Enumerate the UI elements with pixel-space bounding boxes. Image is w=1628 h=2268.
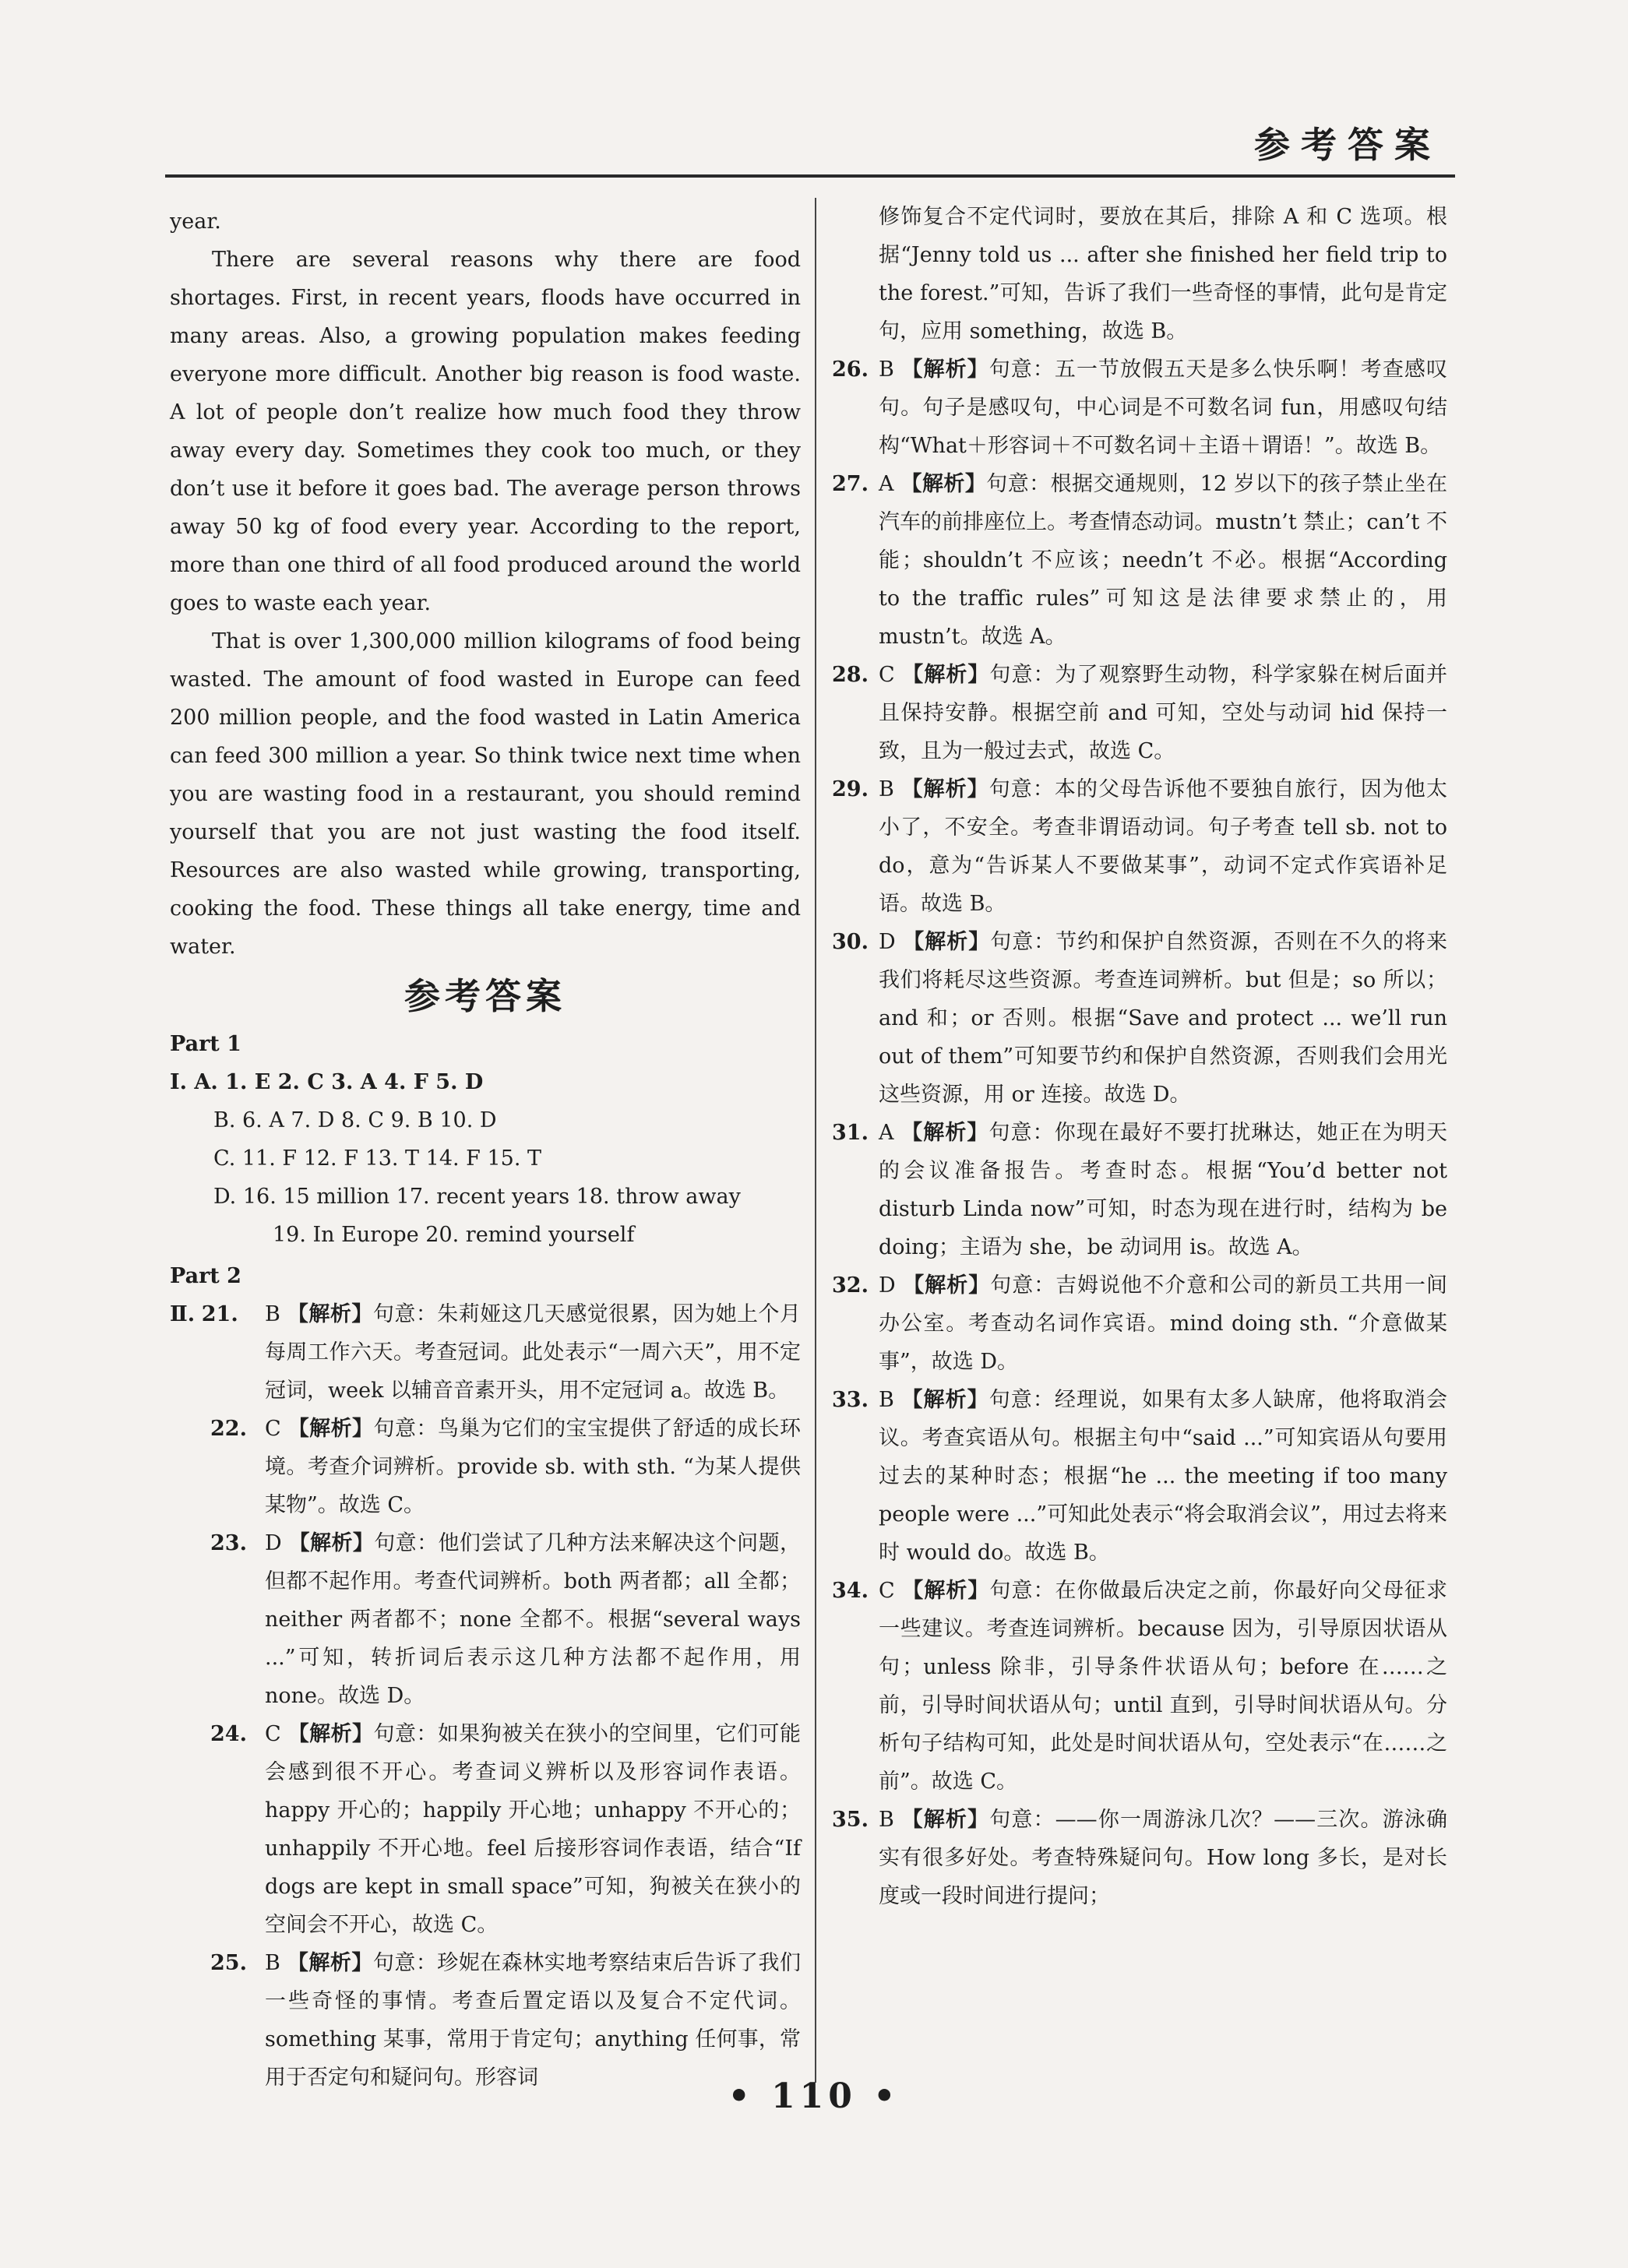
question-27-kw: 【解析】 bbox=[900, 472, 987, 496]
question-22-ans: C bbox=[265, 1417, 281, 1441]
part1-line-c: C. 11. F 12. F 13. T 14. F 15. T bbox=[213, 1146, 542, 1171]
question-21-text: 句意：朱莉娅这几天感觉很累，因为她上个月每周工作六天。考查冠词。此处表示“一周六天”，用不定冠词，week 以辅音音素开头，用不定冠词 a。故选 B。 bbox=[265, 1302, 802, 1403]
question-29-num: 29. bbox=[832, 777, 869, 801]
question-33-text: 句意：经理说，如果有太多人缺席，他将取消会议。考查宾语从句。根据主句中“said ...”可知宾语从句要用过去的某种时态；根据“he ... the meeting if too many people were ...”可知此处表示“将会取消会议”，用过去将来时 would do。故选 B。 bbox=[879, 1388, 1447, 1565]
passage-para-0: year. bbox=[170, 210, 221, 234]
question-24-ans: C bbox=[265, 1722, 281, 1746]
question-24-text: 句意：如果狗被关在狭小的空间里，它们可能会感到很不开心。考查词义辨析以及形容词作表语。happy 开心的；happily 开心地；unhappy 不开心的；unhappily 不开心地。feel 后接形容词作表语，结合“If dogs are kept in small space”可知，狗被关在狭小的空间会不开心，故选 C。 bbox=[265, 1722, 801, 1937]
question-33-ans: B bbox=[879, 1388, 894, 1412]
question-25-text: 句意：珍妮在森林实地考察结束后告诉了我们一些奇怪的事情。考查后置定语以及复合不定代词。something 某事，常用于肯定句；anything 任何事，常用于否定句和疑问句。形容词 bbox=[265, 1951, 802, 2090]
question-28 bbox=[832, 656, 1447, 770]
question-32-text: 句意：吉姆说他不介意和公司的新员工共用一间办公室。考查动名词作宾语。mind doing sth. “介意做某事”，故选 D。 bbox=[879, 1273, 1448, 1374]
question-23-kw: 【解析】 bbox=[288, 1531, 375, 1555]
question-23-text: 句意：他们尝试了几种方法来解决这个问题，但都不起作用。考查代词辨析。both 两者都；all 全都；neither 两者都不；none 全都不。根据“several ways ...”可知，转折词后表示这几种方法都不起作用，用 none。故选 D。 bbox=[265, 1531, 801, 1708]
question-31-ans: A bbox=[879, 1121, 894, 1145]
question-26 bbox=[832, 350, 1447, 465]
page-number: • 110 • bbox=[728, 2076, 900, 2116]
question-26-ans: B bbox=[879, 357, 894, 382]
question-24 bbox=[170, 1715, 801, 1944]
question-31-num: 31. bbox=[832, 1121, 869, 1145]
question-25-kw: 【解析】 bbox=[287, 1951, 373, 1975]
question-30-num: 30. bbox=[832, 930, 869, 954]
question-21-num: 21. bbox=[201, 1302, 238, 1326]
question-21-ans: B bbox=[265, 1302, 280, 1326]
question-28-kw: 【解析】 bbox=[902, 663, 990, 687]
question-30 bbox=[832, 923, 1447, 1114]
question-30-text: 句意：节约和保护自然资源，否则在不久的将来我们将耗尽这些资源。考查连词辨析。but 但是；so 所以；and 和；or 否则。根据“Save and protect ... we’ll run out of them”可知要节约和保护自然资源，否则我们会用光这些资源，用 or 连接。故选 D。 bbox=[879, 930, 1448, 1107]
answers-title: 参考答案 bbox=[404, 975, 566, 1017]
question-32-kw: 【解析】 bbox=[903, 1273, 991, 1298]
question-21-kw: 【解析】 bbox=[287, 1302, 373, 1326]
question-28-ans: C bbox=[879, 663, 895, 687]
question-35-kw: 【解析】 bbox=[901, 1808, 990, 1832]
question-24-num: 24. bbox=[210, 1722, 247, 1746]
question-29-ans: B bbox=[879, 777, 894, 801]
question-34-text: 句意：在你做最后决定之前，你最好向父母征求一些建议。考查连词辨析。because 因为，引导原因状语从句；unless 除非，引导条件状语从句；before 在……之前，引导时间状语从句；until 直到，引导时间状语从句。分析句子结构可知，此处是时间状语从句，空处表示“在……之前”。故选 C。 bbox=[879, 1579, 1448, 1794]
question-35 bbox=[832, 1801, 1447, 1915]
part2-label: Part 2 bbox=[170, 1264, 241, 1288]
question-32 bbox=[832, 1266, 1447, 1381]
question-22-text: 句意：鸟巢为它们的宝宝提供了舒适的成长环境。考查介词辨析。provide sb. with sth. “为某人提供某物”。故选 C。 bbox=[265, 1417, 801, 1517]
part1-line-a: Ⅰ. A. 1. E 2. C 3. A 4. F 5. D bbox=[170, 1070, 484, 1094]
passage-para-2: That is over 1,300,000 million kilograms of food being wasted. The amount of food wasted in Europe can feed 200 million people, and the food wasted in Latin America can feed 300 million a year. So think twice next time when you are wasting food in a restaurant, you should remind yourself that you are not just wasting the food itself. Resources are also wasted while growing, transporting, cooking the food. These things all take energy, time and water. bbox=[170, 629, 801, 959]
question-25-ans: B bbox=[265, 1951, 280, 1975]
question-22-num: 22. bbox=[210, 1417, 247, 1441]
question-29 bbox=[832, 770, 1447, 923]
question-30-kw: 【解析】 bbox=[903, 930, 991, 954]
question-29-kw: 【解析】 bbox=[901, 777, 989, 801]
question-34-kw: 【解析】 bbox=[902, 1579, 990, 1603]
part1-line-d2: 19. In Europe 20. remind yourself bbox=[273, 1223, 635, 1247]
question-22-kw: 【解析】 bbox=[287, 1417, 374, 1441]
question-33 bbox=[832, 1381, 1447, 1572]
question-35-ans: B bbox=[879, 1808, 894, 1832]
question-28-text: 句意：为了观察野生动物，科学家躲在树后面并且保持安静。根据空前 and 可知，空处与动词 hid 保持一致，且为一般过去式，故选 C。 bbox=[879, 663, 1448, 763]
question-34 bbox=[832, 1572, 1447, 1801]
question-34-ans: C bbox=[879, 1579, 895, 1603]
part1-line-b: B. 6. A 7. D 8. C 9. B 10. D bbox=[213, 1108, 497, 1132]
question-25 bbox=[170, 1944, 801, 2097]
question-29-text: 句意：本的父母告诉他不要独自旅行，因为他太小了，不安全。考查非谓语动词。句子考查 tell sb. not to do，意为“告诉某人不要做某事”，动词不定式作宾语补足语。故选 B。 bbox=[879, 777, 1447, 916]
question-34-num: 34. bbox=[832, 1579, 869, 1603]
part1-label: Part 1 bbox=[170, 1032, 241, 1056]
column-divider bbox=[815, 198, 816, 2083]
question-23-num: 23. bbox=[210, 1531, 247, 1555]
part2-roman: Ⅱ. bbox=[170, 1302, 196, 1326]
question-35-num: 35. bbox=[832, 1808, 869, 1832]
question-31-kw: 【解析】 bbox=[901, 1121, 989, 1145]
question-25-num: 25. bbox=[210, 1951, 247, 1975]
question-35-text: 句意：——你一周游泳几次？——三次。游泳确实有很多好处。考查特殊疑问句。How long 多长，是对长度或一段时间进行提问； bbox=[879, 1808, 1448, 1908]
question-25-continuation: 修饰复合不定代词时，要放在其后，排除 A 和 C 选项。根据“Jenny told us ... after she finished her field trip to the forest.”可知，告诉了我们一些奇怪的事情，此句是肯定句，应用 something，故选 B。 bbox=[879, 205, 1447, 343]
header-title: 参考答案 bbox=[1254, 124, 1441, 166]
header-rule bbox=[165, 174, 1455, 178]
question-33-kw: 【解析】 bbox=[901, 1388, 989, 1412]
question-26-num: 26. bbox=[832, 357, 869, 382]
question-27-text: 句意：根据交通规则，12 岁以下的孩子禁止坐在汽车的前排座位上。考查情态动词。mustn’t 禁止；can’t 不能；shouldn’t 不应该；needn’t 不必。根据“According to the traffic rules”可知这是法律要求禁止的，用 mustn’t。故选 A。 bbox=[879, 472, 1447, 649]
question-21 bbox=[170, 1295, 801, 1410]
question-32-ans: D bbox=[879, 1273, 896, 1298]
question-26-kw: 【解析】 bbox=[901, 357, 989, 382]
question-28-num: 28. bbox=[832, 663, 869, 687]
question-22 bbox=[170, 1410, 801, 1524]
question-33-num: 33. bbox=[832, 1388, 869, 1412]
question-27-num: 27. bbox=[832, 472, 869, 496]
part1-line-d: D. 16. 15 million 17. recent years 18. throw away bbox=[213, 1185, 741, 1209]
question-27-ans: A bbox=[879, 472, 894, 496]
question-23-ans: D bbox=[265, 1531, 282, 1555]
question-23 bbox=[170, 1524, 801, 1715]
passage-para-1: There are several reasons why there are food shortages. First, in recent years, floods have occurred in many areas. Also, a growing population makes feeding everyone more difficult. Another big reason is food waste. A lot of people don’t realize how much food they throw away every day. Sometimes they cook too much, or they don’t use it before it goes bad. The average person throws away 50 kg of food every year. According to the report, more than one third of all food produced around the world goes to waste each year. bbox=[170, 248, 801, 615]
question-26-text: 句意：五一节放假五天是多么快乐啊！考查感叹句。句子是感叹句，中心词是不可数名词 fun，用感叹句结构“What＋形容词＋不可数名词＋主语＋谓语！”。故选 B。 bbox=[879, 357, 1447, 458]
question-27 bbox=[832, 465, 1447, 656]
question-31-text: 句意：你现在最好不要打扰琳达，她正在为明天的会议准备报告。考查时态。根据“You’d better not disturb Linda now”可知，时态为现在进行时，结构为 be doing；主语为 she，be 动词用 is。故选 A。 bbox=[879, 1121, 1448, 1259]
question-24-kw: 【解析】 bbox=[287, 1722, 374, 1746]
question-31 bbox=[832, 1114, 1447, 1266]
left-column bbox=[170, 202, 801, 2097]
question-32-num: 32. bbox=[832, 1273, 869, 1298]
right-column bbox=[832, 198, 1447, 1915]
question-30-ans: D bbox=[879, 930, 896, 954]
